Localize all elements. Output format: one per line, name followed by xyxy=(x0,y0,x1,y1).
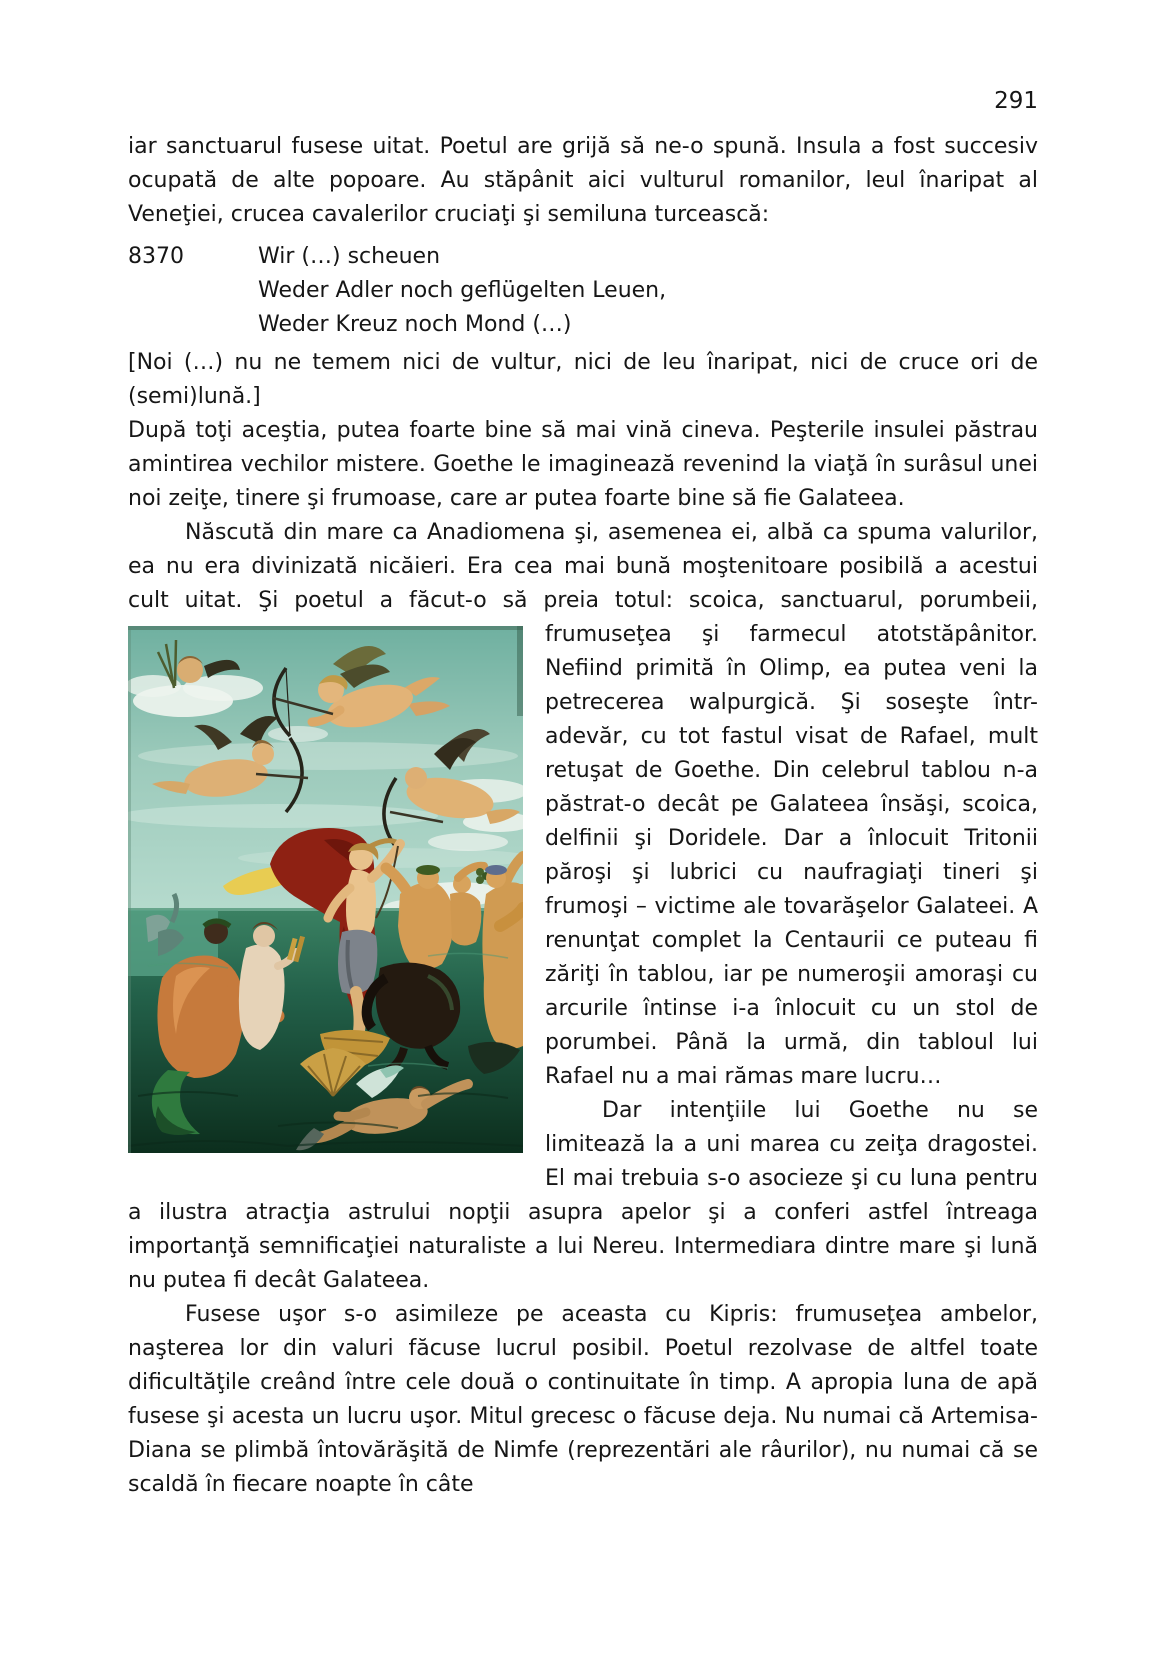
page-body xyxy=(128,130,1038,1502)
verse-line-3: Weder Kreuz noch Mond (…) xyxy=(258,312,572,337)
verse-line-1: Wir (…) scheuen xyxy=(258,244,441,269)
verse-translation: [Noi (…) nu ne temem nici de vultur, nici de leu înaripat, nici de cruce ori de (semi)lună.] xyxy=(128,350,1038,409)
paragraph-3-rest: sanctuarul, porumbeii, frumuseţea şi farmecul atotstăpânitor. Nefiind primită în Olimp, ea putea veni la petrecerea walpurgică. Şi soseşte într-adevăr, cu tot fastul visat de Rafael, mult retuşat de Goethe. Din celebrul tablou n-a păstrat-o decât pe Galateea însăşi, scoica, delfinii şi Doridele. Dar a înlocuit Tritonii păroşi şi lubrici cu naufragiaţi tineri şi frumoşi – victime ale tovarăşelor Galateei. A renunţat complet la Centaurii ce puteau fi zăriţi în tablou, iar pe numeroşii amoraşi cu arcurile întinse i-a înlocuit cu un stol de porumbei. Până la urmă, din tabloul lui Rafael nu a mai rămas mare lucru… xyxy=(545,588,1038,1089)
galatea-painting xyxy=(128,626,523,1153)
verse-number: 8370 xyxy=(128,244,184,269)
page-number: 291 xyxy=(994,88,1038,114)
verse-block xyxy=(128,240,1038,342)
paragraph-3-lead: Născută din mare ca Anadiomena şi, asemenea ei, albă ca spuma valurilor, ea nu era divinizată nicăieri. Era cea mai bună moştenitoare posibilă a acestui cult uitat. Şi poetul a făcut-o să preia totul: scoica, xyxy=(128,520,1038,613)
galatea-figure xyxy=(128,626,523,1153)
verse-line-2: Weder Adler noch geflügelten Leuen, xyxy=(258,278,667,303)
paragraph-1: iar sanctuarul fusese uitat. Poetul are grijă să ne-o spună. Insula a fost succesiv ocupată de alte popoare. Au stăpânit aici vulturul romanilor, leul înaripat al Veneţiei, crucea cavalerilor cruciaţi şi semiluna turcească: xyxy=(128,134,1038,227)
paragraph-4: Dar intenţiile lui Goethe nu se limitează la a uni marea cu zeiţa dragostei. El mai trebuia s-o asocieze şi cu luna pentru a ilustra atracţia astrului nopţii asupra apelor şi a conferi astfel întreaga importanţă semnificaţiei naturaliste a lui Nereu. Intermediara dintre mare şi lună nu putea fi decât Galateea. xyxy=(128,1098,1038,1293)
paragraph-3 xyxy=(128,516,1038,1094)
paragraph-5: Fusese uşor s-o asimileze pe aceasta cu Kipris: frumuseţea ambelor, naşterea lor din valuri făcuse lucrul posibil. Poetul rezolvase de altfel toate dificultăţile creând între cele două o continuitate în timp. A apropia luna de apă fusese şi acesta un lucru uşor. Mitul grecesc o făcuse deja. Nu numai că Artemisa-Diana se plimbă întovărăşită de Nimfe (reprezentări ale râurilor), nu numai că se scaldă în fiecare noapte în câte xyxy=(128,1302,1038,1497)
verse-lines xyxy=(258,240,1038,342)
paragraph-2: După toţi aceştia, putea foarte bine să mai vină cineva. Peşterile insulei păstrau amintirea vechilor mistere. Goethe le imaginează revenind la viaţă în surâsul unei noi zeiţe, tinere şi frumoase, care ar putea foarte bine să fie Galateea. xyxy=(128,418,1038,511)
